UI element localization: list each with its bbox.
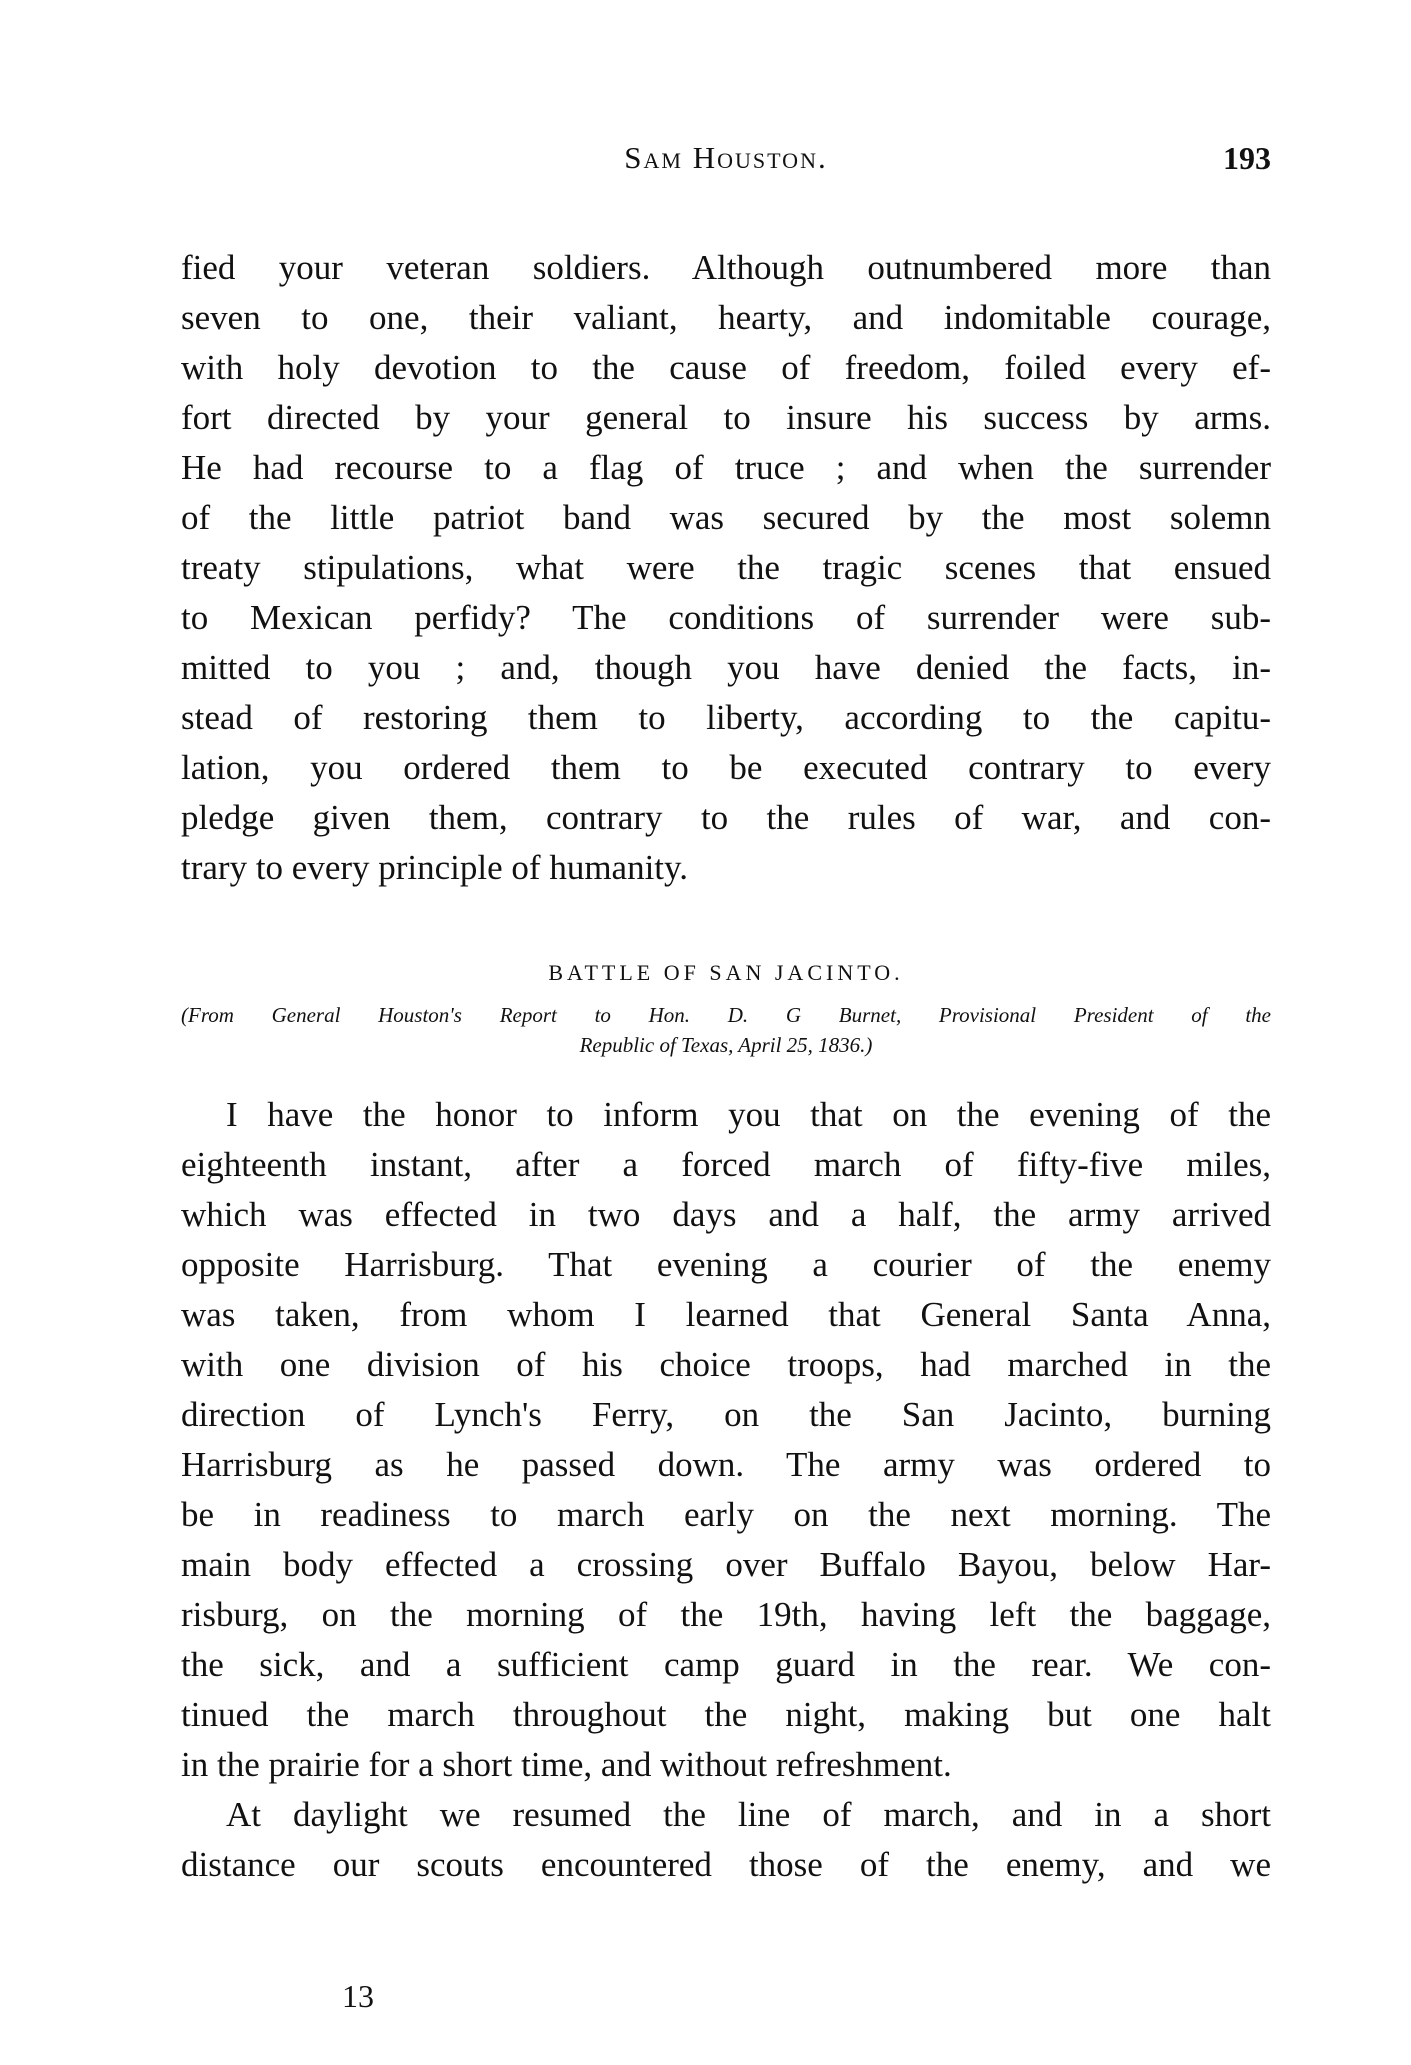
running-title: Sam Houston. bbox=[624, 140, 828, 175]
text-line: stead of restoring them to liberty, according to the capitu- bbox=[181, 698, 1271, 737]
text-line: Harrisburg as he passed down. The army was ordered to bbox=[181, 1445, 1271, 1484]
text-line: eighteenth instant, after a forced march of fifty-five miles, bbox=[181, 1145, 1271, 1184]
text-line: with holy devotion to the cause of freedom, foiled every ef- bbox=[181, 348, 1271, 387]
text-line: was taken, from whom I learned that General Santa Anna, bbox=[181, 1295, 1271, 1334]
text-line: treaty stipulations, what were the tragic scenes that ensued bbox=[181, 548, 1271, 587]
source-note bbox=[181, 1000, 1271, 1060]
text-line: lation, you ordered them to be executed contrary to every bbox=[181, 748, 1271, 787]
text-line: distance our scouts encountered those of the enemy, and we bbox=[181, 1845, 1271, 1884]
text-line: fort directed by your general to insure his success by arms. bbox=[181, 398, 1271, 437]
text-line: He had recourse to a flag of truce ; and when the surrender bbox=[181, 448, 1271, 487]
signature-mark: 13 bbox=[342, 1978, 374, 2014]
source-note-line: (From General Houston's Report to Hon. D. G Burnet, Provisional President of the bbox=[181, 1003, 1271, 1027]
text-line: seven to one, their valiant, hearty, and indomitable courage, bbox=[181, 298, 1271, 337]
text-line: which was effected in two days and a half, the army arrived bbox=[181, 1195, 1271, 1234]
text-line: I have the honor to inform you that on the evening of the bbox=[226, 1095, 1271, 1134]
text-line: opposite Harrisburg. That evening a courier of the enemy bbox=[181, 1245, 1271, 1284]
text-line: risburg, on the morning of the 19th, having left the baggage, bbox=[181, 1595, 1271, 1634]
text-line: with one division of his choice troops, had marched in the bbox=[181, 1345, 1271, 1384]
text-line: trary to every principle of humanity. bbox=[181, 848, 689, 887]
running-head bbox=[181, 140, 1271, 190]
text-line: fied your veteran soldiers. Although outnumbered more than bbox=[181, 248, 1271, 287]
paragraph-continued bbox=[181, 243, 1271, 893]
section-heading: BATTLE OF SAN JACINTO. bbox=[548, 960, 904, 985]
page-number: 193 bbox=[1223, 140, 1271, 176]
text-line: tinued the march throughout the night, making but one halt bbox=[181, 1695, 1271, 1734]
text-line: main body effected a crossing over Buffalo Bayou, below Har- bbox=[181, 1545, 1271, 1584]
text-line: direction of Lynch's Ferry, on the San Jacinto, burning bbox=[181, 1395, 1271, 1434]
text-line: At daylight we resumed the line of march, and in a short bbox=[226, 1795, 1271, 1834]
text-line: mitted to you ; and, though you have denied the facts, in- bbox=[181, 648, 1271, 687]
report-body bbox=[181, 1090, 1271, 1890]
text-line: be in readiness to march early on the next morning. The bbox=[181, 1495, 1271, 1534]
text-line: pledge given them, contrary to the rules of war, and con- bbox=[181, 798, 1271, 837]
source-note-line: Republic of Texas, April 25, 1836.) bbox=[579, 1033, 873, 1057]
text-line: in the prairie for a short time, and without refreshment. bbox=[181, 1745, 952, 1784]
text-line: of the little patriot band was secured by the most solemn bbox=[181, 498, 1271, 537]
text-line: the sick, and a sufficient camp guard in the rear. We con- bbox=[181, 1645, 1271, 1684]
text-line: to Mexican perfidy? The conditions of surrender were sub- bbox=[181, 598, 1271, 637]
